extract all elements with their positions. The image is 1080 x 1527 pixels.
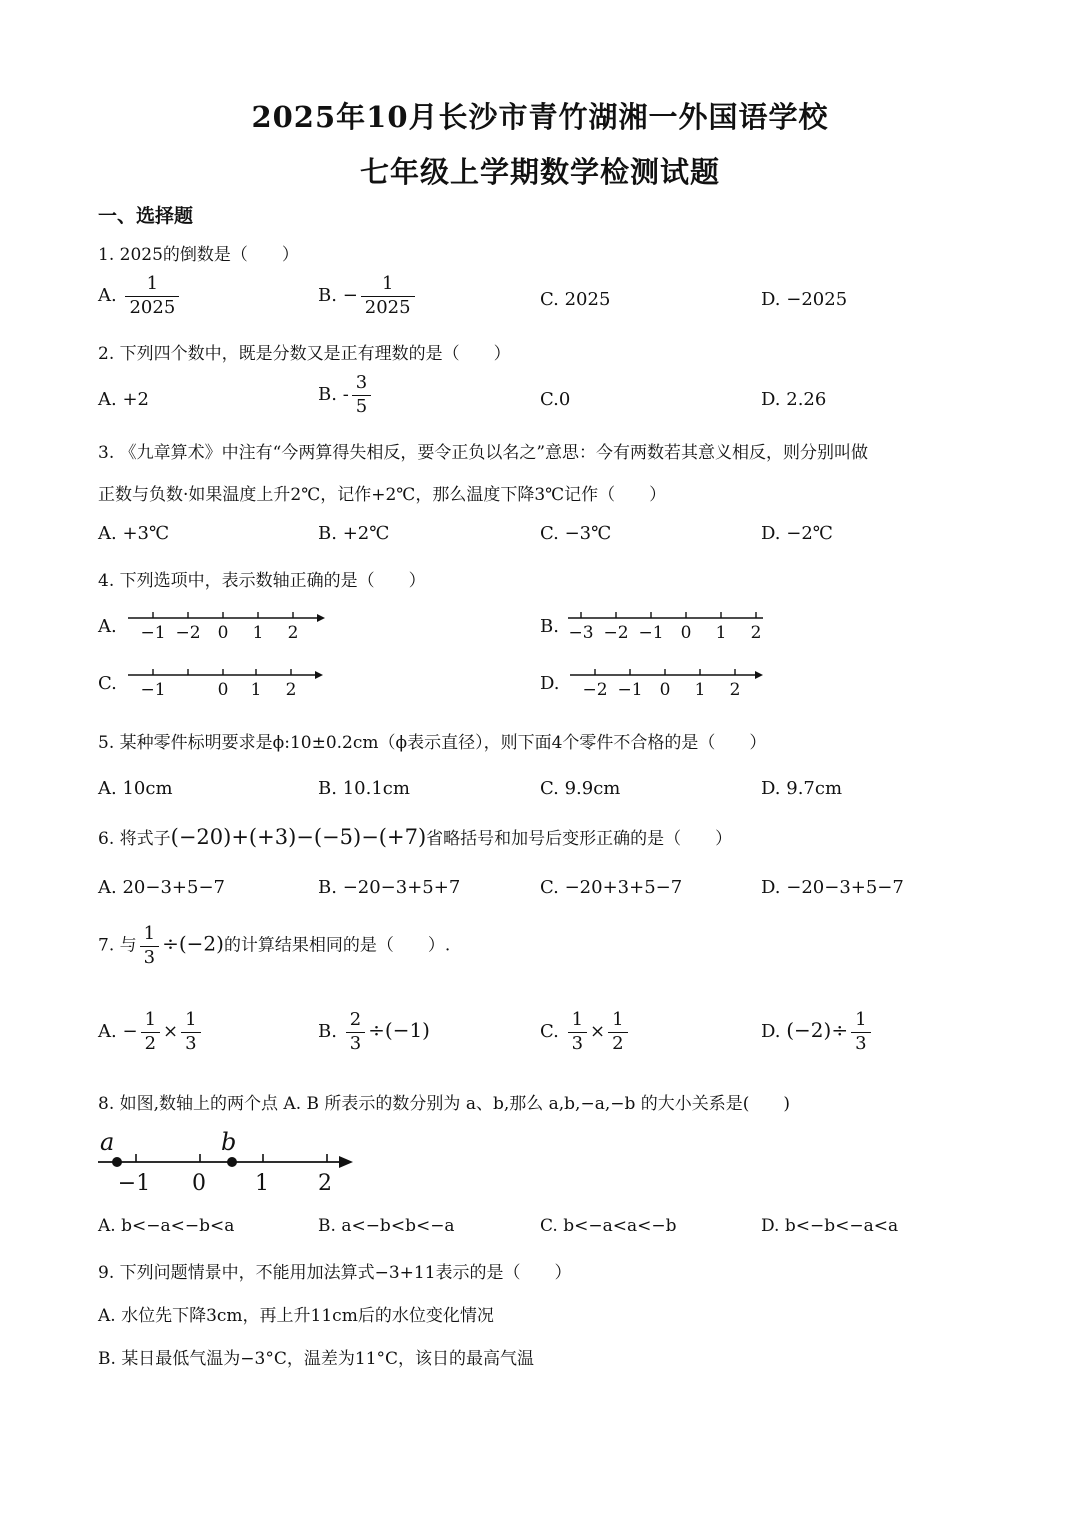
- tick-label: −1: [117, 1171, 151, 1196]
- axis-arrow: [315, 671, 323, 679]
- question-8-option-c[interactable]: C. b<−a<a<−b: [540, 1216, 677, 1236]
- tick-label: 0: [659, 680, 671, 700]
- question-3-option-b[interactable]: B. +2℃: [318, 523, 390, 544]
- tick-label: 1: [252, 623, 264, 643]
- question-6-option-a[interactable]: A. 20−3+5−7: [98, 877, 225, 898]
- question-7-option-a[interactable]: A. − $\frac{1}{2}$ × $\frac{1}{3}$: [98, 1010, 204, 1054]
- fraction: $\frac{1}{3}$: [140, 924, 159, 968]
- question-7-stem: 7. 与 $\frac{1}{3}$ ÷(−2)的计算结果相同的是（ ）.: [98, 923, 451, 968]
- question-3-option-c[interactable]: C. −3℃: [540, 523, 612, 544]
- tick-label: 1: [255, 1171, 269, 1196]
- question-5-stem: 5. 某种零件标明要求是ϕ:10±0.2cm（ϕ表示直径），则下面4个零件不合格的是（ ）: [98, 733, 767, 753]
- tick-label: −2: [175, 623, 201, 643]
- question-3-option-d[interactable]: D. −2℃: [761, 523, 833, 544]
- question-8-option-a[interactable]: A. b<−a<−b<a: [98, 1216, 235, 1236]
- axis-arrow: [317, 614, 325, 622]
- fraction: $\frac{1}{3}$: [181, 1010, 200, 1054]
- question-6-option-c[interactable]: C. −20+3+5−7: [540, 877, 683, 898]
- question-4-option-d-number-line: [565, 663, 770, 703]
- question-8-option-b[interactable]: B. a<−b<b<−a: [318, 1216, 455, 1236]
- question-1-stem: 1. 2025的倒数是（ ）: [98, 245, 299, 265]
- question-2-option-c[interactable]: C.0: [540, 389, 571, 410]
- tick-label: 2: [287, 623, 299, 643]
- tick-label: 0: [217, 623, 229, 643]
- question-4-option-a-label[interactable]: A.: [98, 616, 117, 637]
- question-1-option-b[interactable]: B. − $\frac{1}{2025}$: [318, 274, 418, 318]
- fraction: $\frac{1}{2}$: [141, 1010, 160, 1054]
- question-1-option-a[interactable]: A. $\frac{1}{2025}$: [98, 274, 182, 318]
- question-6-option-b[interactable]: B. −20−3+5+7: [318, 877, 461, 898]
- fraction: $\frac{1}{2025}$: [125, 274, 179, 318]
- question-2-option-b[interactable]: B. - $\frac{3}{5}$: [318, 373, 374, 417]
- question-4-option-b-number-line: [565, 606, 770, 646]
- question-7-option-d[interactable]: D. (−2)÷ $\frac{1}{3}$: [761, 1010, 874, 1054]
- section-heading: 一、选择题: [98, 205, 194, 227]
- question-3-stem-line1: 3. 《九章算术》中注有“今两算得失相反，要令正负以名之”意思：今有两数若其意义相反，则分别叫做: [98, 443, 869, 463]
- tick-label: −1: [140, 623, 166, 643]
- axis-arrow: [339, 1156, 353, 1168]
- question-2-option-a[interactable]: A. +2: [98, 389, 150, 410]
- question-6-stem: 6. 将式子(−20)+(+3)−(−5)−(+7)省略括号和加号后变形正确的是（ ）: [98, 825, 733, 849]
- question-4-option-a-number-line: [125, 606, 330, 646]
- question-4-option-b-label[interactable]: B.: [540, 616, 559, 637]
- question-1-option-d[interactable]: D. −2025: [761, 289, 848, 310]
- question-4-stem: 4. 下列选项中，表示数轴正确的是（ ）: [98, 571, 426, 591]
- question-2-stem: 2. 下列四个数中，既是分数又是正有理数的是（ ）: [98, 344, 511, 364]
- question-5-option-b[interactable]: B. 10.1cm: [318, 778, 410, 799]
- question-3-stem-line2: 正数与负数·如果温度上升2℃，记作+2℃，那么温度下降3℃记作（ ）: [98, 485, 667, 505]
- tick-label: 2: [729, 680, 741, 700]
- fraction: $\frac{1}{3}$: [568, 1010, 587, 1054]
- question-6-option-d[interactable]: D. −20−3+5−7: [761, 877, 904, 898]
- question-4-option-c-number-line: [125, 663, 330, 703]
- axis-arrow: [755, 671, 763, 679]
- question-8-number-line-figure: [95, 1125, 365, 1200]
- tick-label: 1: [250, 680, 262, 700]
- expression: (−20)+(+3)−(−5)−(+7): [170, 825, 427, 849]
- question-8-stem: 8. 如图,数轴上的两个点 A. B 所表示的数分别为 a、b,那么 a,b,−a,−b 的大小关系是( ): [98, 1094, 791, 1114]
- fraction: $\frac{1}{3}$: [851, 1010, 870, 1054]
- fraction: $\frac{2}{3}$: [346, 1010, 365, 1054]
- question-7-option-c[interactable]: C. $\frac{1}{3}$ × $\frac{1}{2}$: [540, 1010, 631, 1054]
- question-9-option-b[interactable]: B. 某日最低气温为−3°C，温差为11°C，该日的最高气温: [98, 1349, 535, 1369]
- tick-label: 2: [318, 1171, 332, 1196]
- tick-label: 1: [694, 680, 706, 700]
- tick-label: 0: [192, 1171, 206, 1196]
- tick-label: 2: [750, 623, 762, 643]
- tick-label: 2: [285, 680, 297, 700]
- exam-title-line2: 七年级上学期数学检测试题: [359, 155, 720, 189]
- question-5-option-d[interactable]: D. 9.7cm: [761, 778, 843, 799]
- tick-label: −1: [140, 680, 166, 700]
- tick-label: −3: [568, 623, 594, 643]
- fraction: $\frac{3}{5}$: [352, 373, 371, 417]
- point-label-b: b: [221, 1128, 237, 1156]
- tick-label: −1: [638, 623, 664, 643]
- question-9-option-a[interactable]: A. 水位先下降3cm，再上升11cm后的水位变化情况: [98, 1306, 494, 1326]
- tick-label: −1: [617, 680, 643, 700]
- question-7-option-b[interactable]: B. $\frac{2}{3}$ ÷(−1): [318, 1009, 430, 1054]
- point-label-a: a: [100, 1128, 115, 1156]
- point-b: [227, 1157, 237, 1167]
- question-5-option-a[interactable]: A. 10cm: [98, 778, 173, 799]
- question-2-option-d[interactable]: D. 2.26: [761, 389, 827, 410]
- question-9-stem: 9. 下列问题情景中，不能用加法算式−3+11表示的是（ ）: [98, 1263, 572, 1283]
- question-5-option-c[interactable]: C. 9.9cm: [540, 778, 621, 799]
- fraction: $\frac{1}{2025}$: [361, 274, 415, 318]
- question-8-option-d[interactable]: D. b<−b<−a<a: [761, 1216, 899, 1236]
- question-4-option-d-label[interactable]: D.: [540, 673, 560, 694]
- exam-title-line1: 2025年10月长沙市青竹湖湘一外国语学校: [251, 100, 829, 134]
- question-4-option-c-label[interactable]: C.: [98, 673, 117, 694]
- question-1-option-c[interactable]: C. 2025: [540, 289, 611, 310]
- tick-label: −2: [603, 623, 629, 643]
- question-3-option-a[interactable]: A. +3℃: [98, 523, 170, 544]
- tick-label: −2: [582, 680, 608, 700]
- fraction: $\frac{1}{2}$: [608, 1010, 627, 1054]
- point-a: [112, 1157, 122, 1167]
- tick-label: 0: [217, 680, 229, 700]
- tick-label: 0: [680, 623, 692, 643]
- tick-label: 1: [715, 623, 727, 643]
